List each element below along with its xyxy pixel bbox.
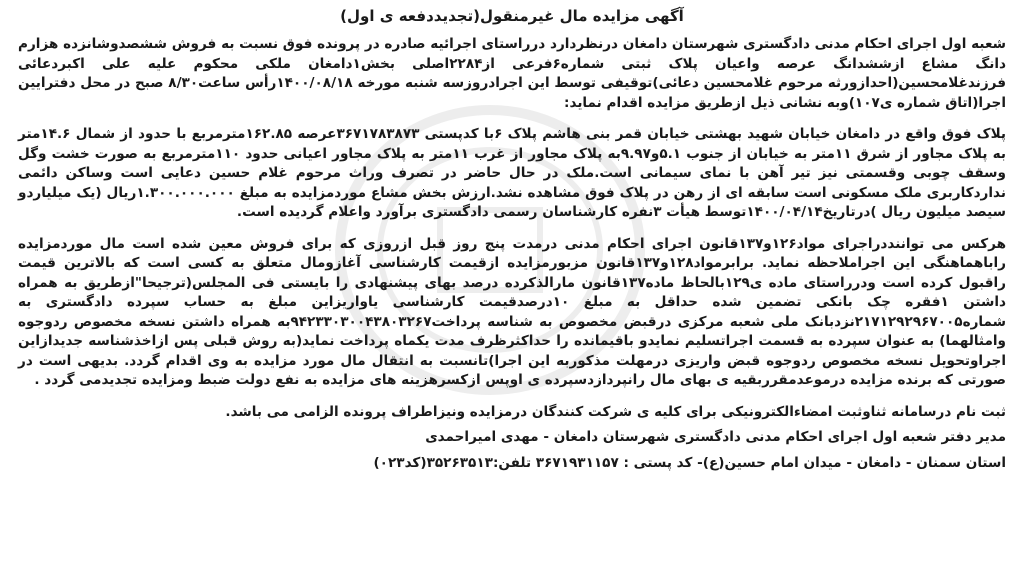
notice-address: استان سمنان - دامغان - میدان امام حسین(ع)- کد پستی : ۳۶۷۱۹۳۱۱۵۷ تلفن:۳۵۲۶۳۵۱۳(کد۰۲۳) [373, 454, 1006, 471]
notice-paragraph-intro: شعبه اول اجرای احکام مدنی دادگستری شهرستان دامغان درنظردارد درراستای اجرائیه صادره در پرونده فوق نسبت به فروش ششصدوشانزده هزارم دانگ مشاع ازششدانگ عرصه واعیان پلاک ثبتی شماره۶فرعی از۲۲۸۴اصلی بخش۱دامغان ملکی محکوم علیه علی اکبردعائی فرزندغلامحسین(احدازورثه مرحوم غلامحسین دعائی)توقیفی توسط این اجرادروزسه شنبه مورخه ۱۴۰۰/۰۸/۱۸رأس ساعت۸/۳۰ صبح در محل دفترایین اجرا(اتاق شماره ی۱۰۷)وبه نشانی ذیل ازطریق مزایده اقدام نماید: [18, 36, 1007, 111]
auction-notice [18, 6, 1006, 479]
notice-title: آگهی مزایده مال غیرمنقول(تجدیددفعه ی اول) [340, 7, 684, 25]
notice-paragraph-property: پلاک فوق واقع در دامغان خیابان شهید بهشتی خیابان قمر بنی هاشم پلاک ۶با کدپستی ۳۶۷۱۷۸۳۸۷۳عرصه ۱۶۲.۸۵مترمربع با حدود از شمال ۱۴.۶متر به پلاک مجاور از شرق ۱۱متر به خیابان از جنوب ۵.۱و۹.۹۷به پلاک مجاور از غرب ۱۱متر به پلاک مجاور اعیانی حدود ۱۱۰مترمربع به صورت خشت وگل وسقف چوبی وقسمتی نیز تیر آهن با نمای سیمانی است.ملک در حال حاضر در تصرف وراث مرحوم غلام حسین دعایی است وساکن دائمی نداردکاربری ملک مسکونی است سابقه ای از رهن در پلاک فوق مشاهده نشد.ارزش بخش مشاع موردمزایده به مبلغ ۱.۳۰۰.۰۰۰.۰۰۰ریال (یک میلیاردو سیصد میلیون ریال )درتاریخ۱۴۰۰/۰۴/۱۴توسط هیأت ۳نفره کارشناسان رسمی دادگستری برآورد واعلام گردیده است. [18, 126, 1007, 220]
notice-paragraph-terms: هرکس می تواننددراجرای مواد۱۲۶و۱۳۷قانون اجرای احکام مدنی درمدت پنج روز قبل ازروزی که برای فروش معین شده است مال موردمزایده راباهماهنگی این اجراملاحظه نماید. برابرمواد۱۲۸و۱۳۷قانون مزبورمزایده ازقیمت کارشناسی آغازومال متعلق به کسی است که بالاترین قیمت راقبول کرده است ودرراستای ماده ی۱۲۹بالحاظ ماده۱۳۷قانون مارالذکرده درصد بهای پیشنهادی را بایستی فی المجلس(ترجیحا"ازطریق به همراه داشتن ۱فقره چک بانکی تضمین شده حداقل به مبلغ ۱۰درصدقیمت کارشناسی یاواریزاین مبلغ به حساب سپرده دادگستری به شماره۲۱۷۱۲۹۲۹۶۷۰۰۵نزدبانک ملی شعبه مرکزی درقبض مخصوص به شناسه پرداخت۹۴۲۳۳۰۳۰۰۴۳۸۰۳۲۶۷به همراه داشتن نسخه مخصوص ردوجوه وامثالهما) به عنوان سپرده به قسمت اجراتسلیم نمایدو باقیمانده را حداکثرظرف مدت یکماه پرداخت نماید(به روش قبلی پس ازاخذشناسه جدیدازاین اجراوتحویل نسخه مخصوص ردوجوه قبض واریزی درمهلت مذکوربه این اجرا)تانسبت به انتقال مال مورد مزایده به وی اقدام گردد. بدیهی است در صورتی که برنده مزایده درموعدمقرربقیه ی بهای مال رانپردازدسپرده ی اوپس ازکسرهزینه های مزایده به نفع دولت ضبط ومزایده تجدیدمی گردد . [18, 235, 1006, 388]
notice-signature: مدیر دفتر شعبه اول اجرای احکام مدنی دادگستری شهرستان دامغان - مهدی امیراحمدی [425, 429, 1006, 445]
notice-paragraph-registration: ثبت نام درسامانه ثناوثبت امضاءالکترونیکی برای کلیه ی شرکت کنندگان درمزایده ونیزاطراف پرونده الزامی می باشد. [225, 403, 1006, 420]
